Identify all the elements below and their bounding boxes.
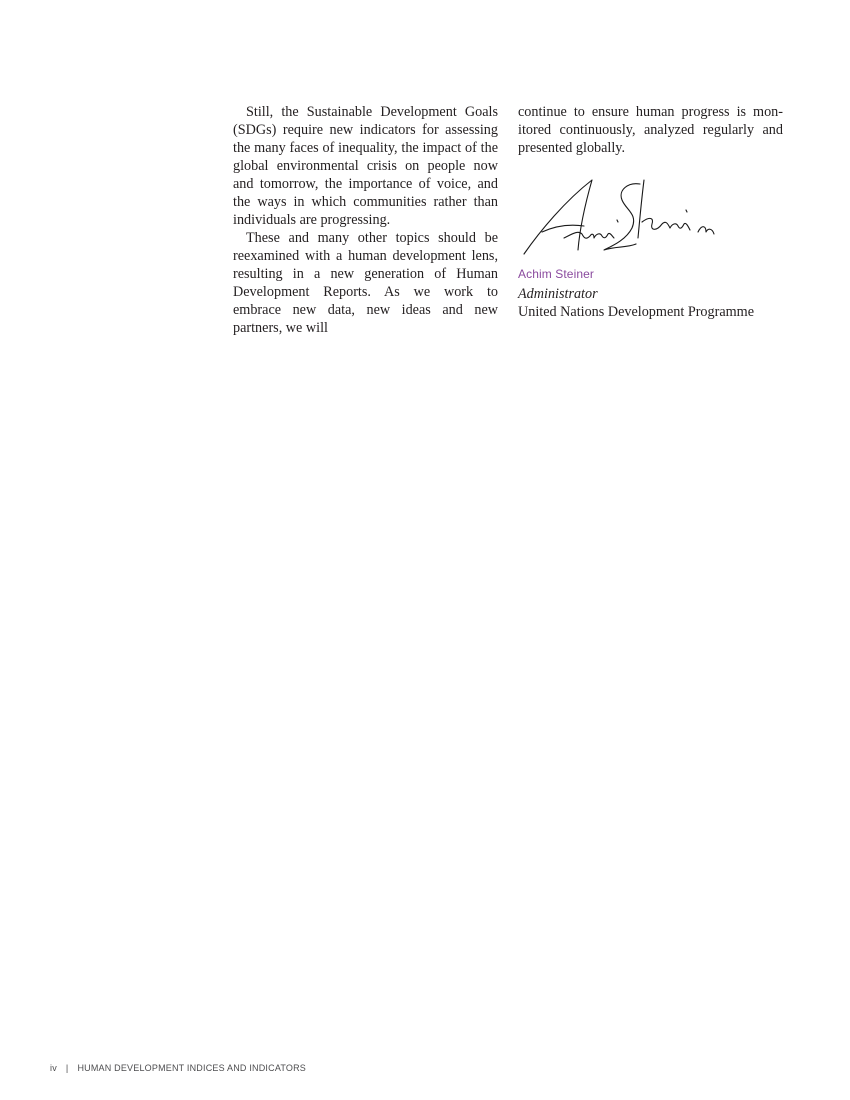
left-text-column: [233, 103, 498, 337]
page-number: iv: [50, 1063, 57, 1073]
signatory-name: Achim Steiner: [518, 267, 594, 281]
handwritten-signature: [520, 176, 720, 260]
running-title: HUMAN DEVELOPMENT INDICES AND INDICATORS: [77, 1063, 306, 1073]
paragraph-sdgs: Still, the Sustainable Development Goals (SDGs) require new indicators for assessing the many faces of inequality, the impact of the global environmental crisis on people now and tomorrow, the importance of voice, and the ways in which communities rather than individuals are progressing.: [233, 104, 498, 228]
footer-separator: |: [65, 1063, 69, 1073]
page-footer: [50, 1063, 306, 1073]
paragraph-topics: These and many other topics should be reexamined with a human development lens, resulting in a new generation of Human Development Reports. As we work to embrace new data, new ideas and new partners, we will: [233, 230, 498, 336]
paragraph-continuation: continue to ensure human progress is monitored continuously, analyzed regularly and presented globally.: [518, 104, 783, 156]
right-text-column: [518, 103, 783, 157]
signatory-organization: United Nations Development Programme: [518, 304, 755, 320]
signatory-title: Administrator: [518, 286, 598, 302]
